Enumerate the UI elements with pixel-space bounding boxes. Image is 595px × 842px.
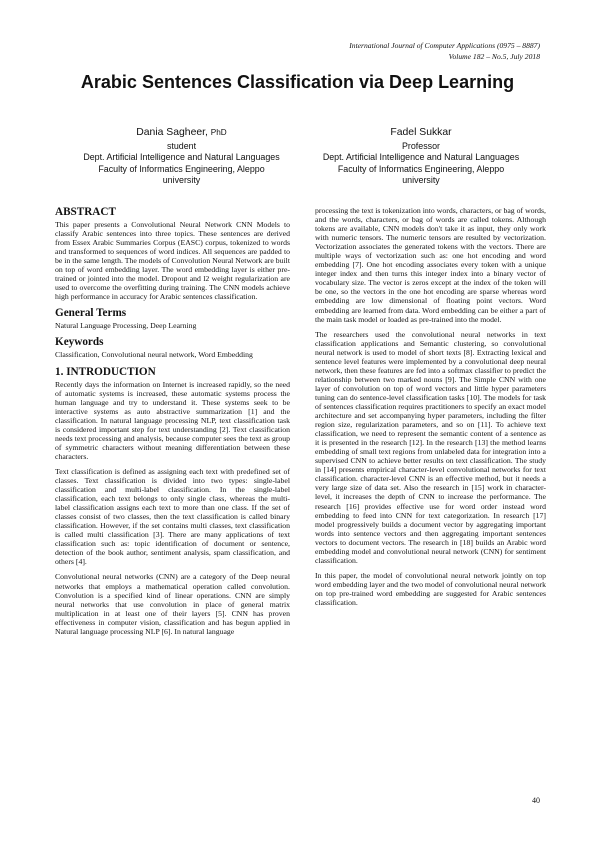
intro-paragraph: Convolutional neural networks (CNN) are a category of the Deep neural networks that employs a mathematical operation called convolution. Convolution is a specified kind of linear operations. CNN are simply neural networks that use convolution in place of general matrix multiplication in at least one of their layers [5]. CNN has proven effectiveness in computer vision, classification and has begun applied in Natural language processing NLP [6]. In natural language xyxy=(55,572,290,636)
general-terms-text: Natural Language Processing, Deep Learning xyxy=(55,321,197,331)
right-column xyxy=(315,206,546,613)
general-terms-heading: General Terms xyxy=(55,307,127,320)
author-block-1 xyxy=(55,127,308,186)
journal-header xyxy=(349,40,540,62)
author-role: Professor xyxy=(402,141,440,152)
author-block-2 xyxy=(296,127,546,186)
author-degree: PhD xyxy=(210,128,227,137)
author-affiliation-university: university xyxy=(402,174,440,185)
author-affiliation-dept: Dept. Artificial Intelligence and Natural Languages xyxy=(83,152,280,163)
journal-name: International Journal of Computer Applications (0975 – 8887) xyxy=(349,41,540,50)
journal-volume: Volume 182 – No.5, July 2018 xyxy=(448,52,540,61)
abstract-heading: ABSTRACT xyxy=(55,206,116,218)
author-role: student xyxy=(166,141,197,152)
abstract-text: This paper presents a Convolutional Neural Network CNN Models to classify Arabic sentences into three topics. These sentences are derived from Essex Arabic Summaries Corpus (EASC) corpus, tokenized to words and transformed to sequences of word indices. All sequences are padded to be in the same length. The models of Convolution Neural Network are built on top of word embedding layer. The word embedding layer is either pre-trained or jointed into the model. Dropout and l2 weight regularization are used to overcome the overfitting during training. The CNN models achieve high performance in accuracy for Arabic sentences classification. xyxy=(55,220,290,302)
author-affiliation-dept: Dept. Artificial Intelligence and Natural Languages xyxy=(322,152,520,163)
body-paragraph: In this paper, the model of convolutional neural network jointly on top word embedding layer and the two model of convolutional neural network on top pre-trained word embedding are suggested for Arabic sentences classification. xyxy=(315,570,546,607)
left-column xyxy=(55,206,290,642)
author-name: Dania Sagheer xyxy=(136,127,206,138)
intro-paragraph: Recently days the information on Internet is increased rapidly, so the need of automatic systems is increased, these automatic systems process the human language and try to understand it. These systems seek to be interactive systems as auto abstractive summarization [1] and the classification. In natural language processing NLP, text classification task is considered important step for text understanding [2]. Text classification needs text processing and analysis, because computer sees the text as group of symmetric characters without meaning differentiation between these characters. xyxy=(55,379,290,461)
body-paragraph: processing the text is tokenization into words, characters, or bag of words, and the words, characters, or bag of words are called tokens. Although tokens are available, CNN models don't take it as input, they only work with numeric tensors. The numeric tensors are resulted by vectorization. Vectorization associates the generated tokens with the vectors. There are multiple ways of vectorization such as: one hot encoding and word embedding [7]. One hot encoding associates every token with a unique integer index and then turns this integer index into a binary vector of vocabulary size. The vector is zeros except at the index of the token will be one, so the vectors in the one hot encoding are sparse whereas word embedding are low dimensional of floating point vectors. Word embedding are learned from data. Word embedding can be either a part of the main task model or loaded as pre-trained into the model. xyxy=(315,206,546,324)
keywords-heading: Keywords xyxy=(55,336,104,349)
body-paragraph: The researchers used the convolutional neural networks in text classification applications and Semantic clustering, so convolutional neural network is used to model of short texts [8]. Extracting lexical and sentence level features were implemented by a convolutional deep neural network, then these features are fed into a softmax classifier to predict the relationship between two marked nouns [9]. The Simple CNN with one layer of convolution on top of word vectors and little hyper parameters tuning can do sentence-level classification tasks [10]. The models for task of sentences classification requires practitioners to specify an exact model architecture and set accompanying hyper parameters, including the filter region size, regularization parameters, and so on [11]. To achieve text classification, we need to represent the semantic content of a sentence as it is presented in the research [12]. In the research [13] the method learns embedding of small text regions from unlabeled data for integration into a supervised CNN to achieve better results on text classification. The study in [14] presents empirical character-level convolutional networks for text classification. character-level CNN is an effective method, but it needs a very large size of data set. Also the research in [15] work in character-level, it increases the depth of CNN to increase the performance. The research [16] provides effective use for word order instead word embedding to feed into CNN for text categorization. In research [17] model progressively builds a document vector by aggregating important words into sentence vectors and then aggregating important sentences vectors to document vectors. The research in [18] builds an Arabic word embedding model and convolutional neural network (CNN) for sentiment classification. xyxy=(315,329,546,565)
intro-paragraph: Text classification is defined as assigning each text with predefined set of classes. Text classification is divided into two types: single-label classification and multi-label classification. In the single-label classification, each text belongs to only single class, whereas the multi-label classification assigns each text to more than one class. If the set of classes consist of two classes, then the text classification is called binary classification. However, if the set contains multi classes, text classification is called multi classification [3]. There are many applications of text classification such as: topic identification of document or sentence, detection of the book author, sentiment analysis, spam classification, and others [4]. xyxy=(55,466,290,567)
introduction-heading: 1. INTRODUCTION xyxy=(55,365,156,378)
paper-title: Arabic Sentences Classification via Deep Learning xyxy=(80,72,515,92)
author-affiliation-faculty: Faculty of Informatics Engineering, Aleppo xyxy=(337,163,505,174)
author-name-line: Dania Sagheer, PhD xyxy=(136,127,227,138)
author-name: Fadel Sukkar xyxy=(390,127,452,138)
author-affiliation-faculty: Faculty of Informatics Engineering, Aleppo xyxy=(98,163,265,174)
author-affiliation-university: university xyxy=(162,174,201,185)
keywords-text: Classification, Convolutional neural network, Word Embedding xyxy=(55,350,253,360)
page-number: 40 xyxy=(532,796,540,805)
